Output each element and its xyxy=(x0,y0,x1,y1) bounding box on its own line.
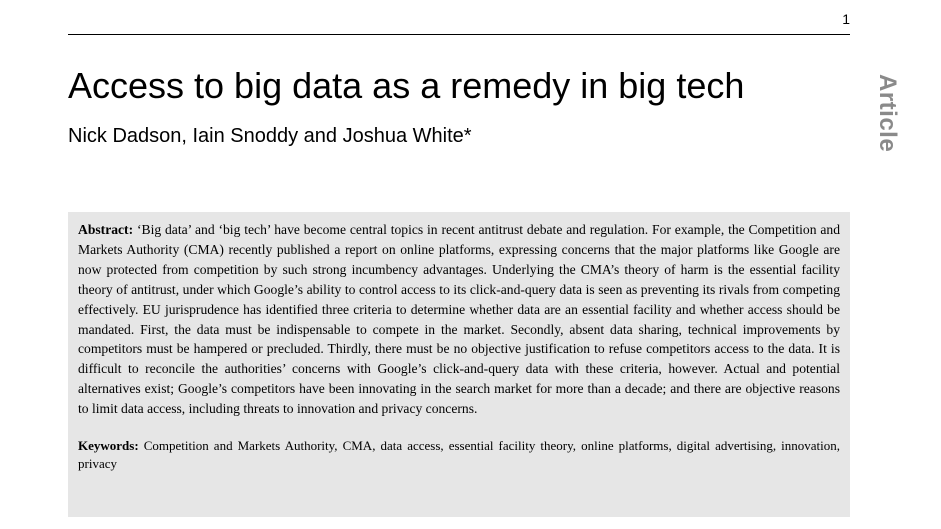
keywords-label: Keywords: xyxy=(78,438,139,454)
header-rule xyxy=(68,34,850,35)
keywords-text: Competition and Markets Authority, CMA, data access, essential facility theory, online platforms, digital advertising, innovation, privacy xyxy=(78,438,840,472)
section-label: Article xyxy=(874,74,901,153)
page-number: 1 xyxy=(842,11,850,27)
keywords-paragraph xyxy=(78,437,840,473)
abstract-label: Abstract: xyxy=(78,222,134,237)
author-list: Nick Dadson, Iain Snoddy and Joshua White* xyxy=(68,125,472,147)
abstract-text: ‘Big data’ and ‘big tech’ have become central topics in recent antitrust debate and regulation. For example, the Competition and Markets Authority (CMA) recently published a report on online platforms, expressing concerns that the major platforms like Google are now protected from competition by such strong incumbency advantages. Underlying the CMA’s theory of harm is the essential facility theory of antitrust, under which Google’s ability to control access to its click-and-query data is seen as preventing its rivals from competing effectively. EU jurisprudence has identified three criteria to determine whether data are an essential facility and whether access should be mandated. First, the data must be indispensable to compete in the market. Secondly, absent data sharing, technical improvements by competitors must be hampered or precluded. Thirdly, there must be no objective justification to refuse competitors access to the data. It is difficult to reconcile the authorities’ concerns with Google’s click-and-query data with these criteria, however. Actual and potential alternatives exist; Google’s competitors have been innovating in the search market for more than a decade; and there are objective reasons to limit data access, including threats to innovation and privacy concerns. xyxy=(78,222,840,417)
abstract-paragraph xyxy=(78,220,840,419)
abstract-box xyxy=(68,212,850,517)
article-title: Access to big data as a remedy in big tech xyxy=(68,65,745,106)
